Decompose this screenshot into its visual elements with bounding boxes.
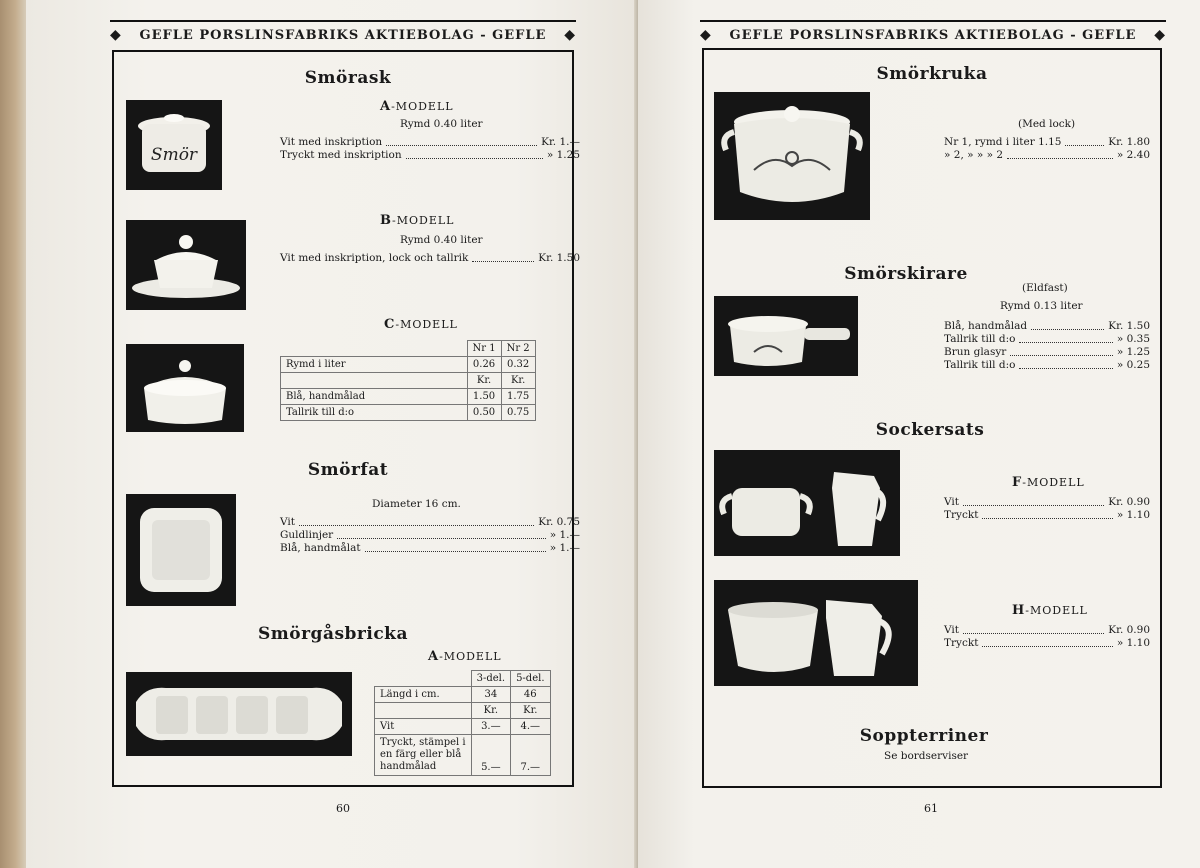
- smorask-c-photo: [126, 344, 244, 432]
- header-text: GEFLE PORSLINSFABRIKS AKTIEBOLAG - GEFLE: [729, 27, 1137, 43]
- diamond-icon: ◆: [700, 27, 712, 43]
- price-row: Tryckt » 1.10: [944, 637, 1150, 649]
- sockersats-f-prices: [944, 496, 1150, 522]
- price-row: Tryckt » 1.10: [944, 509, 1150, 521]
- smorask-c-model: C-MODELL: [384, 317, 458, 332]
- diamond-icon: ◆: [1154, 27, 1166, 43]
- price-row: Vit Kr. 0.90: [944, 496, 1150, 508]
- page-number: 61: [924, 802, 938, 815]
- price-row: Vit med inskription Kr. 1.—: [280, 136, 580, 148]
- diamond-icon: ◆: [564, 27, 576, 43]
- price-row: » 2, » » » 2 » 2.40: [944, 149, 1150, 161]
- smorfat-prices: [280, 516, 580, 555]
- smorgasbricka-table: 3-del. 5-del. Längd i cm. 34 46 Kr. Kr. Vit 3.— 4.— Tryckt, stämpel i en färg eller blå handmålad 5.— 7.—: [374, 670, 551, 776]
- page-number: 60: [336, 802, 350, 815]
- book-edge: [0, 0, 26, 868]
- smorskirare-photo: [714, 296, 858, 376]
- section-title-smorkruka: Smörkruka: [876, 64, 988, 84]
- smorskirare-note: (Eldfast): [1022, 282, 1068, 294]
- section-title-smorfat: Smörfat: [307, 460, 389, 480]
- price-row: Brun glasyr » 1.25: [944, 346, 1150, 358]
- soppterriner-note: Se bordserviser: [884, 750, 969, 762]
- section-title-sockersats: Sockersats: [875, 420, 985, 440]
- price-row: Tryckt med inskription » 1.25: [280, 149, 580, 161]
- price-row: Guldlinjer » 1.—: [280, 529, 580, 541]
- smorask-b-photo: [126, 220, 246, 310]
- right-page: [638, 0, 1200, 868]
- section-title-smorgasbricka: Smörgåsbricka: [258, 624, 408, 644]
- header-text: GEFLE PORSLINSFABRIKS AKTIEBOLAG - GEFLE: [139, 27, 547, 43]
- smorask-b-rymd: Rymd 0.40 liter: [400, 234, 483, 246]
- sockersats-h-model: H-MODELL: [1012, 603, 1088, 618]
- smorkruka-prices: [944, 136, 1150, 162]
- left-page: [26, 0, 638, 868]
- price-row: Blå, handmålat » 1.—: [280, 542, 580, 554]
- sockersats-h-photo: [714, 580, 918, 686]
- section-title-soppterriner: Soppterriner: [859, 726, 989, 746]
- left-page-header: [110, 20, 576, 48]
- smorfat-photo: [126, 494, 236, 606]
- smorkruka-note: (Med lock): [1018, 118, 1076, 130]
- price-row: Nr 1, rymd i liter 1.15 Kr. 1.80: [944, 136, 1150, 148]
- smorkruka-photo: [714, 92, 870, 220]
- smorask-b-prices: [280, 252, 580, 265]
- price-row: Tallrik till d:o » 0.25: [944, 359, 1150, 371]
- price-row: Vit Kr. 0.90: [944, 624, 1150, 636]
- price-row: Vit Kr. 0.75: [280, 516, 580, 528]
- price-row: Blå, handmålad Kr. 1.50: [944, 320, 1150, 332]
- diamond-icon: ◆: [110, 27, 122, 43]
- smorask-a-rymd: Rymd 0.40 liter: [400, 118, 483, 130]
- smorgasbricka-model: A-MODELL: [428, 649, 502, 664]
- smorask-c-table: Nr 1 Nr 2 Rymd i liter 0.26 0.32 Kr. Kr. Blå, handmålad 1.50 1.75 Tallrik till d:o 0.50 0.75: [280, 340, 536, 421]
- price-row: Tallrik till d:o » 0.35: [944, 333, 1150, 345]
- smorask-a-prices: [280, 136, 580, 162]
- smorskirare-rymd: Rymd 0.13 liter: [1000, 300, 1083, 312]
- smorgasbricka-photo: [126, 672, 352, 756]
- section-title-smorskirare: Smörskirare: [844, 264, 968, 284]
- smorask-a-model: A-MODELL: [380, 99, 454, 114]
- sockersats-f-model: F-MODELL: [1012, 475, 1085, 490]
- right-page-header: [700, 20, 1166, 48]
- price-row: Vit med inskription, lock och tallrik Kr. 1.50: [280, 252, 580, 264]
- section-title-smorask: Smörask: [304, 68, 392, 88]
- smorask-b-model: B-MODELL: [380, 213, 455, 228]
- smor-inscription: Smör: [150, 145, 198, 165]
- sockersats-f-photo: [714, 450, 900, 556]
- smorfat-diameter: Diameter 16 cm.: [372, 498, 461, 510]
- smorskirare-prices: [944, 320, 1150, 372]
- smorask-a-photo: [126, 100, 222, 190]
- sockersats-h-prices: [944, 624, 1150, 650]
